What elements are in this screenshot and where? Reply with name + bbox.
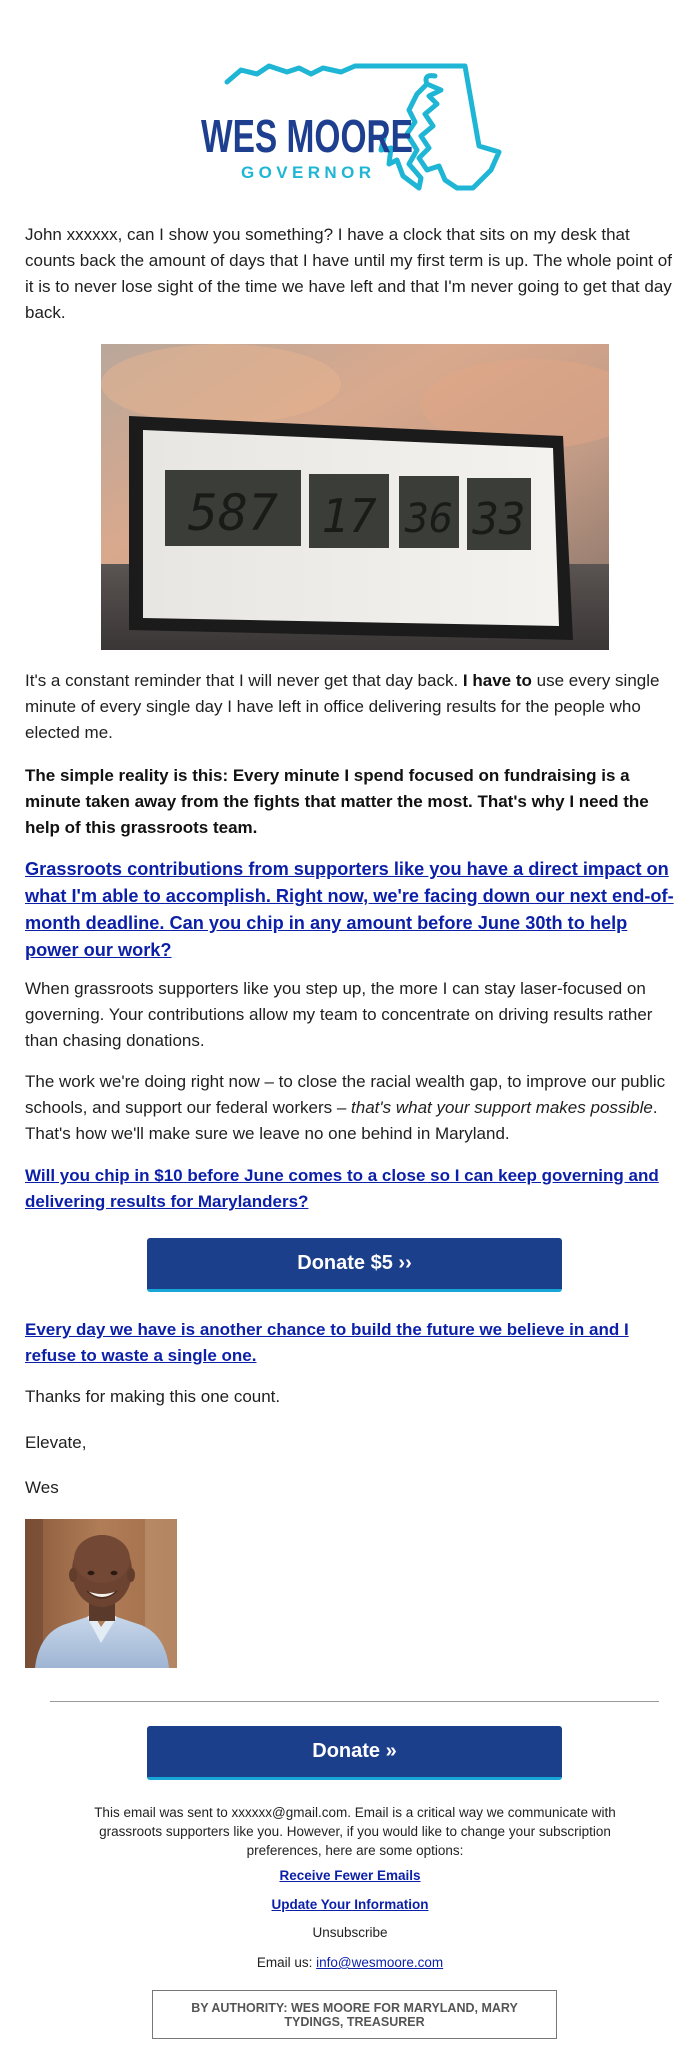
clock-minutes: 36 xyxy=(404,496,454,542)
future-link[interactable]: Every day we have is another chance to build the future we believe in and I refuse to waste a single one. xyxy=(25,1320,629,1365)
unsubscribe-link[interactable]: Unsubscribe xyxy=(312,1925,388,1940)
update-info-row xyxy=(0,1897,700,1912)
chip-in-10-link[interactable]: Will you chip in $10 before June comes to a close so I can keep governing and delivering results for Marylanders? xyxy=(25,1166,659,1211)
desk-clock-photo xyxy=(101,344,609,650)
clock-days: 587 xyxy=(187,484,279,542)
email-us-label: Email us: xyxy=(256,1955,317,1970)
contact-email-link[interactable]: info@wesmoore.com xyxy=(316,1955,444,1970)
work-text-a: The work we're doing right now – to close the racial wealth gap, to improve our public schools, and support our federal workers – xyxy=(25,1072,666,1117)
authority-disclaimer: BY AUTHORITY: WES MOORE FOR MARYLAND, MARY TYDINGS, TREASURER xyxy=(152,1990,557,2039)
footer-divider xyxy=(50,1701,659,1702)
reminder-text-b: use every single minute of every single day I have left in office delivering results for the people who elected me. xyxy=(25,671,660,742)
wes-moore-portrait xyxy=(25,1519,177,1668)
future-link-paragraph xyxy=(25,1317,680,1369)
reminder-paragraph xyxy=(25,668,680,746)
email-us-row xyxy=(0,1955,700,1970)
email-notice: This email was sent to xxxxxx@gmail.com. Email is a critical way we communicate with grassroots supporters like you. However, if you would like to change your subscription preferences, here are some options: xyxy=(94,1805,616,1858)
work-paragraph xyxy=(25,1069,680,1147)
logo-sub: GOVERNOR xyxy=(241,163,371,182)
intro-paragraph: John xxxxxx, can I show you something? I have a clock that sits on my desk that counts back the amount of days that I have until my first term is up. The whole point of it is to never lose sight of the time we have left and that I'm never going to get that day back. xyxy=(25,225,672,322)
fewer-emails-row xyxy=(0,1868,700,1883)
closing-text: Elevate, xyxy=(25,1433,87,1452)
reminder-text-a: It's a constant reminder that I will never get that day back. xyxy=(25,671,463,690)
reminder-bold: I have to xyxy=(462,671,532,690)
wes-moore-logo xyxy=(195,60,510,200)
reality-paragraph: The simple reality is this: Every minute I spend focused on fundraising is a minute taken away from the fights that matter the most. That's why I need the help of this grassroots team. xyxy=(25,766,649,837)
clock-seconds: 33 xyxy=(472,494,526,545)
chip-in-link-paragraph xyxy=(25,1163,680,1215)
update-information-link[interactable]: Update Your Information xyxy=(271,1897,429,1912)
receive-fewer-emails-link[interactable]: Receive Fewer Emails xyxy=(279,1868,421,1883)
work-text-b: . That's how we'll make sure we leave no one behind in Maryland. xyxy=(25,1098,658,1143)
donate-button[interactable]: Donate » xyxy=(147,1726,562,1780)
governing-paragraph: When grassroots supporters like you step up, the more I can stay laser-focused on governing. Your contributions allow my team to concentrate on driving results rather than chasing donations. xyxy=(25,979,653,1050)
grassroots-contribution-link[interactable]: Grassroots contributions from supporters like you have a direct impact on what I'm able to accomplish. Right now, we're facing down our next end-of-month deadline. Can you chip in any amount before June 30th to help power our work? xyxy=(25,859,674,960)
contribution-link-paragraph xyxy=(25,856,680,964)
clock-hours: 17 xyxy=(321,489,377,543)
thanks-text: Thanks for making this one count. xyxy=(25,1387,281,1406)
donate-5-button[interactable]: Donate $5 ›› xyxy=(147,1238,562,1292)
signature-text: Wes xyxy=(25,1478,59,1497)
logo-name: WES MOORE xyxy=(201,110,413,162)
work-italic: that's what your support makes possible xyxy=(351,1098,653,1117)
